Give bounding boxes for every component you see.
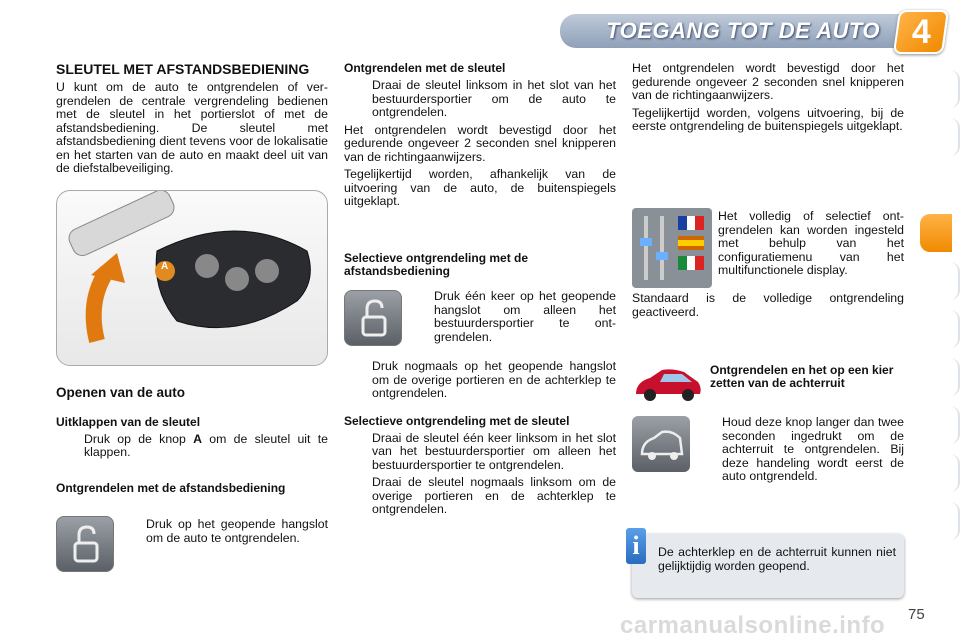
bullet-icon (406, 290, 428, 344)
bullet-icon (694, 416, 716, 484)
column-3-rearwindow (710, 364, 904, 390)
key-image (57, 191, 328, 366)
section-heading: SLEUTEL MET AFSTANDSBEDIENING (56, 61, 310, 77)
chapter-badge (893, 10, 949, 54)
bullet-item (344, 79, 616, 120)
info-icon: i (626, 528, 646, 564)
chapter-tabs (926, 70, 960, 550)
paragraph: Tegelijkertijd worden, afhankelijk van de uitvoering van de auto, de buitenspiegels uitgeklapt. (344, 167, 616, 208)
info-text: De achterklep en de achterruit kunnen niet gelijktijdig worden geopend. (658, 545, 896, 573)
key-button-marker: A (161, 261, 169, 272)
page-number: 75 (908, 606, 925, 623)
page-header (0, 0, 960, 52)
chapter-tab-active[interactable] (920, 214, 952, 252)
bullet-text: Druk op het geopende hangslot om de auto te ontgrendelen. (146, 517, 328, 545)
intro-paragraph: U kunt om de auto te ontgrendelen of vergrendelen de centrale vergrendeling bedienen met de sleutel in het portierslot of met de afstandsbediening. De sleutel met afstandsbediening dient tevens voor de lokalisatie en het starten van de auto en maakt deel uit van de diefstalbeveiliging. (56, 80, 328, 175)
display-settings-icon (632, 208, 712, 288)
subsection-title: Selectieve ontgrendeling met de sleutel (344, 413, 570, 428)
chapter-tab[interactable] (926, 70, 960, 108)
subsection-title: Ontgrendelen en het op een kier zetten van de achterruit (710, 363, 894, 390)
column-2 (344, 62, 616, 213)
column-1-lower (56, 386, 328, 499)
bullet-text: Druk één keer op het geopende hangslot om alleen het bestuurdersportier te ontgrendelen. (434, 289, 616, 344)
paragraph: Het volledig of selectief ontgrendelen kan worden ingesteld met behulp van het configuratiemenu van het multifunctionele display. (718, 209, 904, 277)
info-box (632, 531, 904, 598)
bullet-icon (344, 432, 366, 473)
bullet-text: Druk nogmaals op het geopende hangslot om de overige portieren en de achterklep te ontgrendelen. (372, 359, 616, 400)
key-illustration (56, 190, 328, 366)
bullet-text: Draai de sleutel linksom in het slot van het bestuurdersportier om de auto te ontgrendelen. (372, 78, 616, 119)
bullet-icon (344, 476, 366, 517)
bullet-item (344, 432, 616, 473)
column-3 (632, 62, 904, 138)
chapter-tab[interactable] (926, 118, 960, 156)
bullet-text: Draai de sleutel één keer linksom in het slot van het bestuurdersportier om alleen het bestuurdersportier te ontgrendelen. (372, 430, 616, 472)
subsection-title: Uitklappen van de sleutel (56, 414, 201, 429)
paragraph: Het ontgrendelen wordt bevestigd door het gedurende ongeveer 2 seconden snel knipperen van de richtingaanwijzers. (632, 61, 904, 102)
bullet-item (118, 518, 328, 545)
column-3-bullet (694, 416, 904, 488)
bullet-text: Houd deze knop langer dan twee seconden ingedrukt om de achterruit te ontgrendelen. Bij deze handeling wordt eerst de auto ontgrendeld. (722, 415, 904, 483)
chapter-tab[interactable] (926, 406, 960, 444)
chapter-number: 4 (911, 12, 931, 51)
bullet-item (344, 360, 616, 401)
bullet-item (344, 476, 616, 517)
bullet-text: Draai de sleutel nogmaals linksom om de overige portieren en de achterklep te ontgrendelen. (372, 475, 616, 516)
subsection-title: Selectieve ontgrendeling met de afstandsbediening (344, 251, 529, 278)
padlock-open-icon (344, 290, 402, 346)
paragraph: Tegelijkertijd worden, volgens uitvoering, bij de eerste ontgrendeling de buitenspiegels uitgeklapt. (632, 105, 904, 133)
watermark: carmanualsonline.info (620, 612, 886, 639)
bullet-icon (344, 360, 366, 401)
bullet-icon (344, 79, 366, 120)
chapter-tab[interactable] (926, 454, 960, 492)
paragraph: Het ontgrendelen wordt bevestigd door het gedurende ongeveer 2 seconden snel knipperen van de richtingaanwijzers. (344, 122, 616, 164)
chapter-tab[interactable] (926, 358, 960, 396)
bullet-text: Druk op de knop A om de sleutel uit te klappen. (84, 431, 328, 459)
subsection-title: Ontgrendelen met de afstandsbediening (56, 480, 286, 495)
column-2-mid (344, 252, 616, 278)
chapter-tab[interactable] (926, 310, 960, 348)
column-3-default (632, 292, 904, 323)
column-3-config (718, 210, 904, 282)
page-title: TOEGANG TOT DE AUTO (606, 18, 880, 43)
bullet-icon (118, 518, 140, 545)
subsection-title: Ontgrendelen met de sleutel (344, 61, 506, 75)
column-1-bullet (118, 518, 328, 549)
column-2-bullet (406, 290, 616, 348)
bullet-item (56, 433, 328, 460)
padlock-open-icon (56, 516, 114, 572)
car-icon (632, 364, 704, 404)
chapter-tab[interactable] (926, 502, 960, 540)
bullet-item (694, 416, 904, 484)
column-1 (56, 62, 328, 180)
column-2-lower (344, 360, 616, 521)
paragraph: Standaard is de volledige ontgrendeling geactiveerd. (632, 291, 904, 319)
chapter-tab[interactable] (926, 262, 960, 300)
rear-window-button-icon (632, 416, 690, 472)
section-title: Openen van de auto (56, 385, 186, 400)
bullet-item (406, 290, 616, 344)
bullet-icon (56, 433, 78, 460)
